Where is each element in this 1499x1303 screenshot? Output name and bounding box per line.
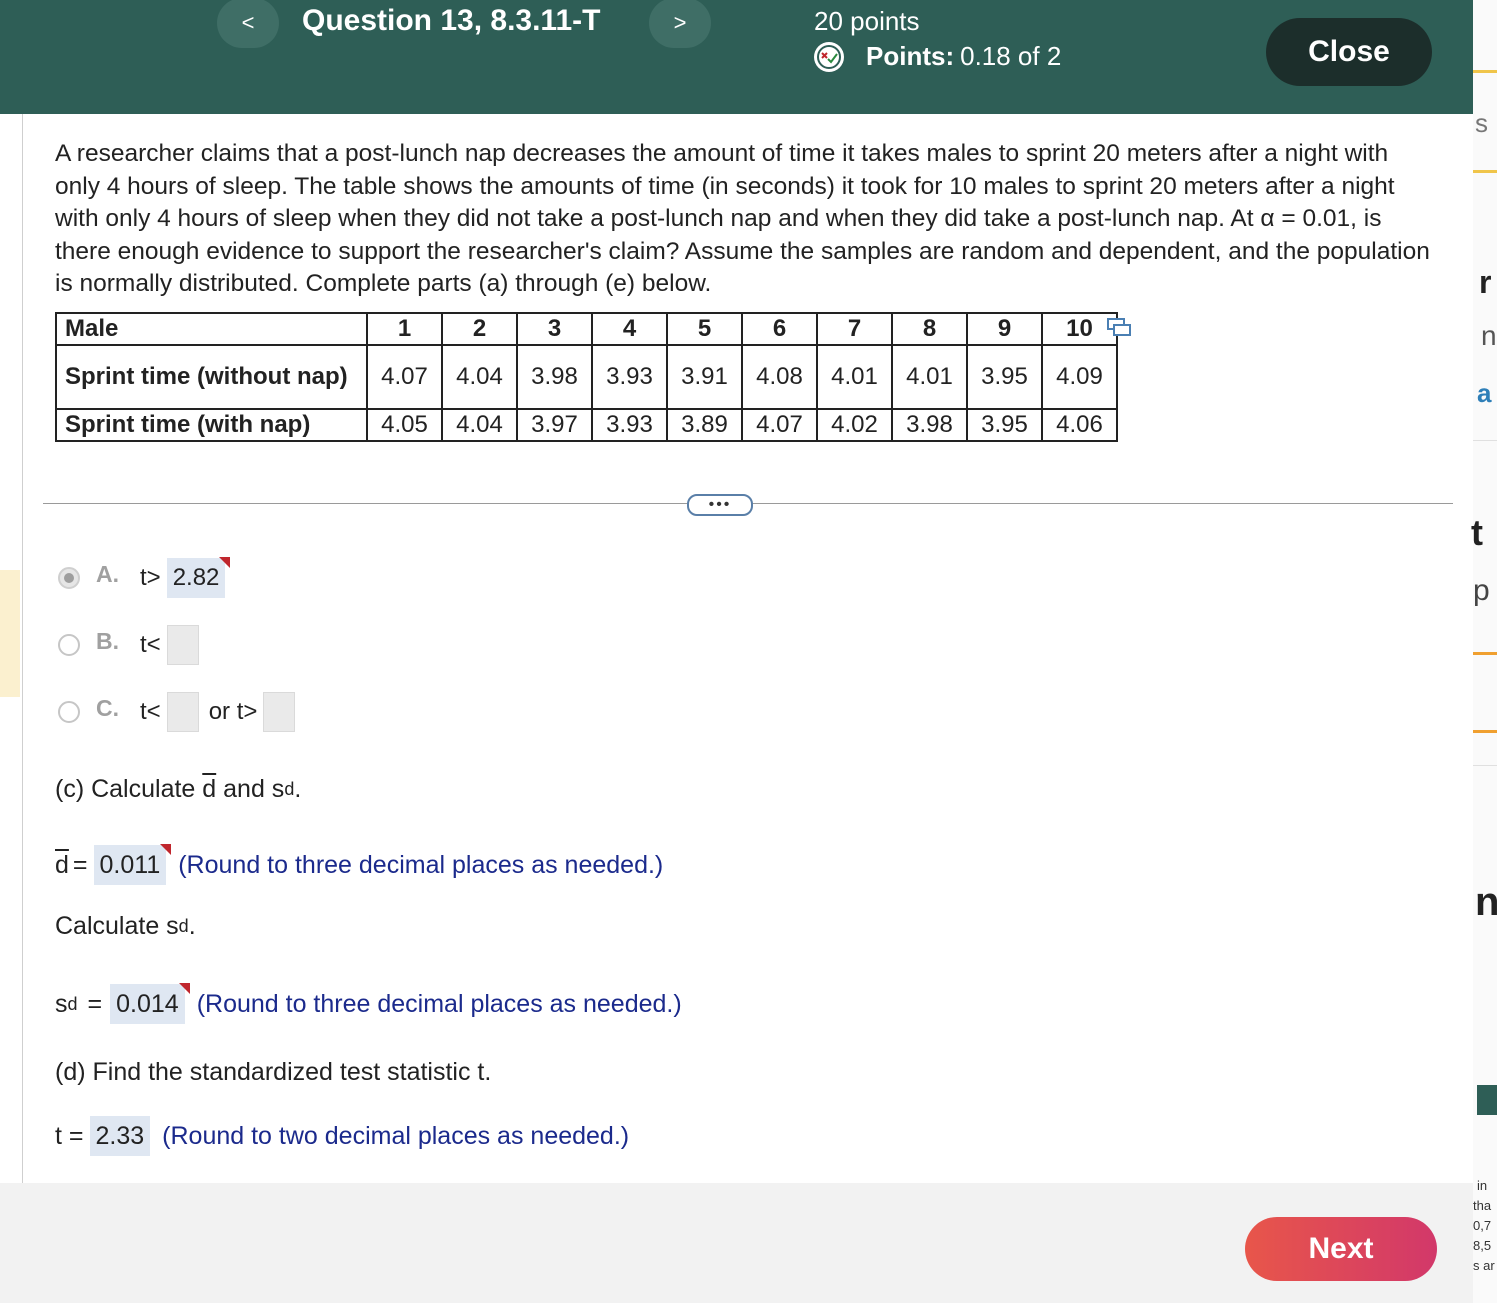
expand-more-button[interactable] — [687, 494, 753, 516]
option-a-radio[interactable] — [58, 567, 80, 589]
copy-table-icon[interactable] — [1107, 318, 1131, 343]
t-answer-line — [55, 1116, 629, 1156]
bg-fragment: in — [1477, 1178, 1488, 1193]
question-points: 20 points — [814, 6, 920, 36]
alpha-symbol: α — [1260, 205, 1275, 232]
option-a[interactable] — [58, 558, 225, 598]
problem-text-2: = 0.01, is there enough evidence to support the researcher's claim? Assume the samples are random and dependent, and the population is normally distributed. Complete parts (a) through (e) below. — [55, 205, 1430, 297]
bg-fragment: r — [1479, 264, 1492, 300]
option-c-operator-2: or t> — [208, 698, 258, 725]
table-cell: 4.02 — [817, 409, 892, 441]
bg-fragment: a — [1477, 378, 1492, 408]
table-cell: 4.05 — [367, 409, 442, 441]
table-cell: 3.98 — [517, 345, 592, 409]
calc-sd-prompt — [55, 912, 196, 941]
table-cell: 4.08 — [742, 345, 817, 409]
table-cell: 3.98 — [892, 409, 967, 441]
sd-answer-box[interactable]: 0.014 — [110, 984, 185, 1024]
dbar-answer-box[interactable]: 0.011 — [94, 845, 167, 885]
dbar-symbol: $\overline{d}$ — [202, 775, 217, 803]
table-cell: 4.01 — [892, 345, 967, 409]
question-title: Question 13, 8.3.11-T — [302, 4, 601, 37]
option-c-letter: C. — [96, 694, 119, 721]
bg-fragment: p — [1473, 574, 1490, 607]
equals-sign: = — [87, 989, 103, 1018]
bg-fragment: n — [1475, 880, 1499, 924]
table-cell: 4.06 — [1042, 409, 1117, 441]
column-header: 1 — [367, 313, 442, 345]
option-c[interactable] — [58, 692, 295, 732]
table-row — [56, 409, 1117, 441]
table-header-label: Male — [56, 313, 367, 345]
option-c-operator: t< — [140, 698, 161, 725]
period: . — [188, 912, 196, 940]
bg-fragment: s — [1475, 108, 1488, 138]
sd-label: s — [55, 989, 68, 1018]
table-cell: 4.04 — [442, 409, 517, 441]
close-button[interactable]: Close — [1266, 18, 1432, 86]
row-label: Sprint time (without nap) — [56, 345, 367, 409]
highlight-bar — [0, 570, 20, 697]
table-cell: 3.95 — [967, 345, 1042, 409]
subscript-d: d — [284, 779, 295, 799]
option-c-input-lower[interactable] — [167, 692, 199, 732]
table-row — [56, 345, 1117, 409]
t-answer-box[interactable]: 2.33 — [90, 1116, 151, 1156]
calc-sd-text: Calculate s — [55, 912, 179, 940]
option-b-input[interactable] — [167, 625, 199, 665]
table-cell: 4.04 — [442, 345, 517, 409]
table-cell: 4.01 — [817, 345, 892, 409]
bg-fragment: 0,7 — [1473, 1218, 1492, 1233]
previous-question-button[interactable] — [217, 0, 279, 48]
equals-sign: = — [72, 850, 88, 879]
table-cell: 4.07 — [367, 345, 442, 409]
t-label: t = — [55, 1121, 84, 1150]
period: . — [294, 775, 302, 803]
table-cell: 3.89 — [667, 409, 742, 441]
bg-fragment: n — [1481, 320, 1497, 351]
table-cell: 3.93 — [592, 345, 667, 409]
sd-answer-line — [55, 984, 682, 1024]
table-cell: 3.91 — [667, 345, 742, 409]
column-header: 2 — [442, 313, 517, 345]
column-header: 9 — [967, 313, 1042, 345]
part-d-prompt: (d) Find the standardized test statistic t. — [55, 1058, 492, 1086]
option-c-radio[interactable] — [58, 701, 80, 723]
next-button[interactable]: Next — [1245, 1217, 1437, 1281]
question-header — [0, 0, 1473, 114]
table-cell: 3.95 — [967, 409, 1042, 441]
score-display — [814, 41, 1061, 72]
bg-fragment: s ar — [1473, 1258, 1495, 1273]
chevron-left-icon: < — [241, 10, 255, 35]
next-question-button[interactable] — [649, 0, 711, 48]
option-b-operator: t< — [140, 631, 161, 658]
sd-hint: (Round to three decimal places as needed.) — [196, 989, 682, 1018]
bg-fragment: tha — [1473, 1198, 1492, 1213]
column-header: 3 — [517, 313, 592, 345]
subscript-d: d — [178, 916, 189, 936]
dbar-label: $\overline{d}$ — [55, 850, 69, 879]
option-b[interactable] — [58, 625, 199, 665]
table-cell: 3.97 — [517, 409, 592, 441]
option-a-letter: A. — [96, 560, 119, 587]
option-a-operator: t> — [140, 564, 161, 591]
chevron-right-icon: > — [673, 10, 687, 35]
dbar-answer-line — [55, 845, 663, 885]
score-label: Points: — [866, 41, 955, 71]
column-header: 4 — [592, 313, 667, 345]
option-b-radio[interactable] — [58, 634, 80, 656]
problem-text-1: A researcher claims that a post-lunch nap decreases the amount of time it takes males to sprint 20 meters after a night with only 4 hours of sleep. The table shows the amounts of time (in seconds) it took for 10 males to sprint 20 meters after a night with only 4 hours of sleep when they did not take a post-lunch nap and when they did take a post-lunch nap. At — [55, 140, 1395, 232]
dbar-hint: (Round to three decimal places as needed.) — [178, 850, 664, 879]
option-a-value-box[interactable]: 2.82 — [167, 558, 226, 598]
ellipsis-icon: ••• — [708, 496, 732, 513]
score-value: 0.18 of 2 — [960, 41, 1062, 71]
bg-fragment: t — [1471, 512, 1483, 553]
part-c-and: and s — [223, 775, 285, 803]
table-cell: 4.07 — [742, 409, 817, 441]
part-c-text: (c) Calculate — [55, 775, 196, 803]
partial-credit-icon — [814, 42, 844, 72]
option-c-input-upper[interactable] — [263, 692, 295, 732]
table-cell: 4.09 — [1042, 345, 1117, 409]
table-header-row — [56, 313, 1117, 345]
subscript-d: d — [67, 993, 78, 1014]
column-header: 10 — [1042, 313, 1117, 345]
t-hint: (Round to two decimal places as needed.) — [162, 1121, 630, 1150]
column-header: 8 — [892, 313, 967, 345]
problem-statement — [55, 138, 1435, 301]
table-cell: 3.93 — [592, 409, 667, 441]
part-c-prompt — [55, 775, 301, 804]
column-header: 7 — [817, 313, 892, 345]
option-b-letter: B. — [96, 627, 119, 654]
content-left-border — [22, 114, 23, 1183]
column-header: 6 — [742, 313, 817, 345]
sprint-data-table — [55, 312, 1118, 442]
row-label: Sprint time (with nap) — [56, 409, 367, 441]
column-header: 5 — [667, 313, 742, 345]
background-page-strip — [1473, 0, 1497, 1303]
bg-fragment: 8,5 — [1473, 1238, 1492, 1253]
